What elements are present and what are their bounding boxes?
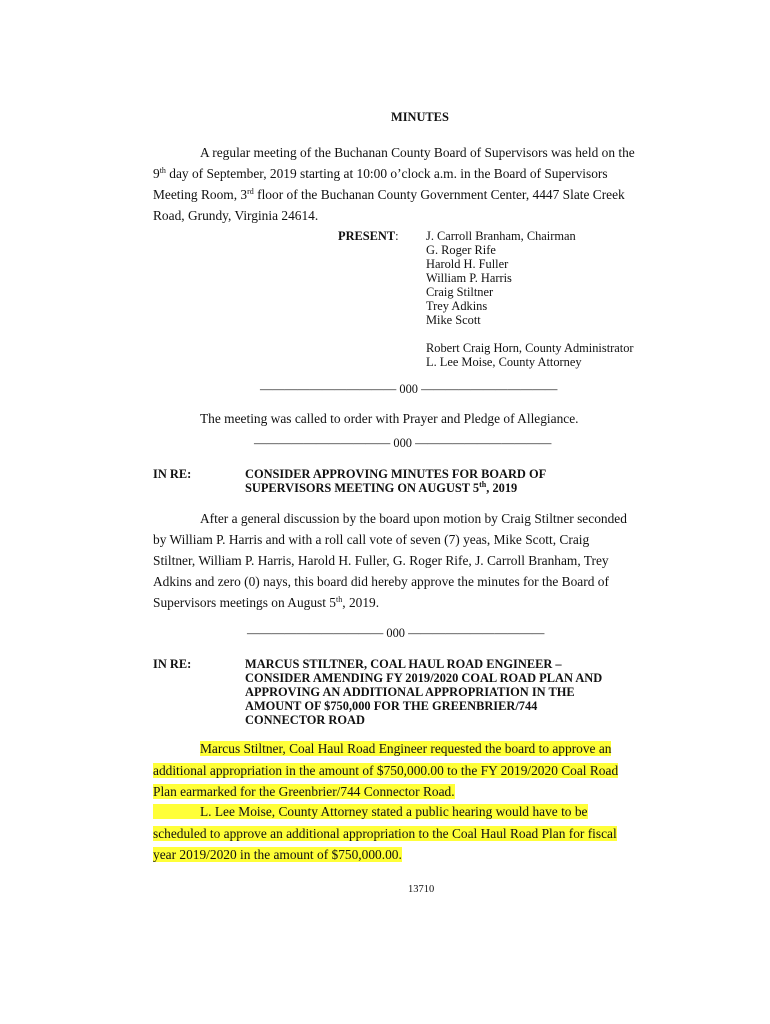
intro-floor-suffix: rd [247, 187, 254, 196]
item1-body-line: Adkins and zero (0) nays, this board did hereby approve the minutes for the Board of [153, 574, 609, 589]
intro-line-3-a: Meeting Room, 3 [153, 187, 248, 202]
present-colon: : [395, 229, 399, 243]
intro-line-3 [153, 185, 625, 205]
item1-heading-date-suffix: th [479, 480, 487, 489]
present-member: William P. Harris [426, 271, 512, 285]
intro-line-3-rest: floor of the Buchanan County Government Center, 4447 Slate Creek [253, 187, 625, 202]
item2-para2-line [153, 802, 588, 822]
separator: ——————————— 000 ——————————— [254, 436, 552, 450]
intro-line-2 [153, 164, 608, 184]
separator: ——————————— 000 ——————————— [247, 626, 545, 640]
present-member: Trey Adkins [426, 299, 488, 313]
intro-line-1: A regular meeting of the Buchanan County Board of Supervisors was held on the [200, 145, 635, 160]
item1-heading-line-1: CONSIDER APPROVING MINUTES FOR BOARD OF [245, 467, 547, 481]
item1-heading-line-2-a: SUPERVISORS MEETING ON AUGUST 5 [245, 481, 480, 495]
page-title: MINUTES [391, 110, 449, 124]
prayer-line: The meeting was called to order with Prayer and Pledge of Allegiance. [200, 411, 579, 426]
item2-heading-line: CONNECTOR ROAD [245, 713, 365, 727]
highlighted-text: additional appropriation in the amount of $750,000.00 to the FY 2019/2020 Coal Road [153, 763, 619, 778]
item2-heading-line: MARCUS STILTNER, COAL HAUL ROAD ENGINEER – [245, 657, 562, 671]
item2-label: IN RE: [153, 657, 192, 671]
item2-para1-line [200, 739, 611, 759]
highlighted-text: year 2019/2020 in the amount of $750,000.00. [153, 847, 402, 862]
item2-para1-line [153, 761, 618, 781]
item2-para2-line [153, 824, 617, 844]
item1-body-last-a: Supervisors meetings on August 5 [153, 595, 337, 610]
item2-heading-line: AMOUNT OF $750,000 FOR THE GREENBRIER/744 [245, 699, 538, 713]
present-label [338, 229, 399, 243]
item1-body-last-b: , 2019. [342, 595, 380, 610]
present-member: Harold H. Fuller [426, 257, 509, 271]
item1-body-line: by William P. Harris and with a roll call vote of seven (7) yeas, Mike Scott, Craig [153, 532, 590, 547]
intro-day-suffix: th [159, 166, 166, 175]
separator: ——————————— 000 ——————————— [260, 382, 558, 396]
highlighted-text: L. Lee Moise, County Attorney stated a public hearing would have to be [153, 804, 588, 819]
item2-para1-line [153, 782, 455, 802]
present-member: Craig Stiltner [426, 285, 494, 299]
item1-label: IN RE: [153, 467, 192, 481]
page-number: 13710 [408, 884, 435, 895]
item1-heading-line-2-b: , 2019 [486, 481, 518, 495]
item2-heading-line: CONSIDER AMENDING FY 2019/2020 COAL ROAD PLAN AND [245, 671, 603, 685]
present-label-text: PRESENT [338, 229, 396, 243]
item2-heading-line: APPROVING AN ADDITIONAL APPROPRIATION IN THE [245, 685, 575, 699]
item1-body-date-suffix: th [336, 595, 343, 604]
highlighted-text: scheduled to approve an additional appropriation to the Coal Haul Road Plan for fiscal [153, 826, 617, 841]
highlighted-text: Plan earmarked for the Greenbrier/744 Connector Road. [153, 784, 455, 799]
item1-body-line: After a general discussion by the board upon motion by Craig Stiltner seconded [200, 511, 627, 526]
intro-day: 9 [153, 166, 160, 181]
present-staff: L. Lee Moise, County Attorney [426, 355, 582, 369]
item1-heading-line-2 [245, 481, 517, 495]
present-staff: Robert Craig Horn, County Administrator [426, 341, 634, 355]
present-member: Mike Scott [426, 313, 481, 327]
item2-para2-line [153, 845, 402, 865]
present-member: J. Carroll Branham, Chairman [426, 229, 576, 243]
present-member: G. Roger Rife [426, 243, 496, 257]
item1-body-last [153, 593, 379, 613]
item1-body-line: Stiltner, William P. Harris, Harold H. Fuller, G. Roger Rife, J. Carroll Branham, Trey [153, 553, 609, 568]
highlighted-text: Marcus Stiltner, Coal Haul Road Engineer requested the board to approve an [200, 741, 612, 756]
intro-line-2-rest: day of September, 2019 starting at 10:00 o’clock a.m. in the Board of Supervisors [165, 166, 608, 181]
intro-line-4: Road, Grundy, Virginia 24614. [153, 208, 319, 223]
